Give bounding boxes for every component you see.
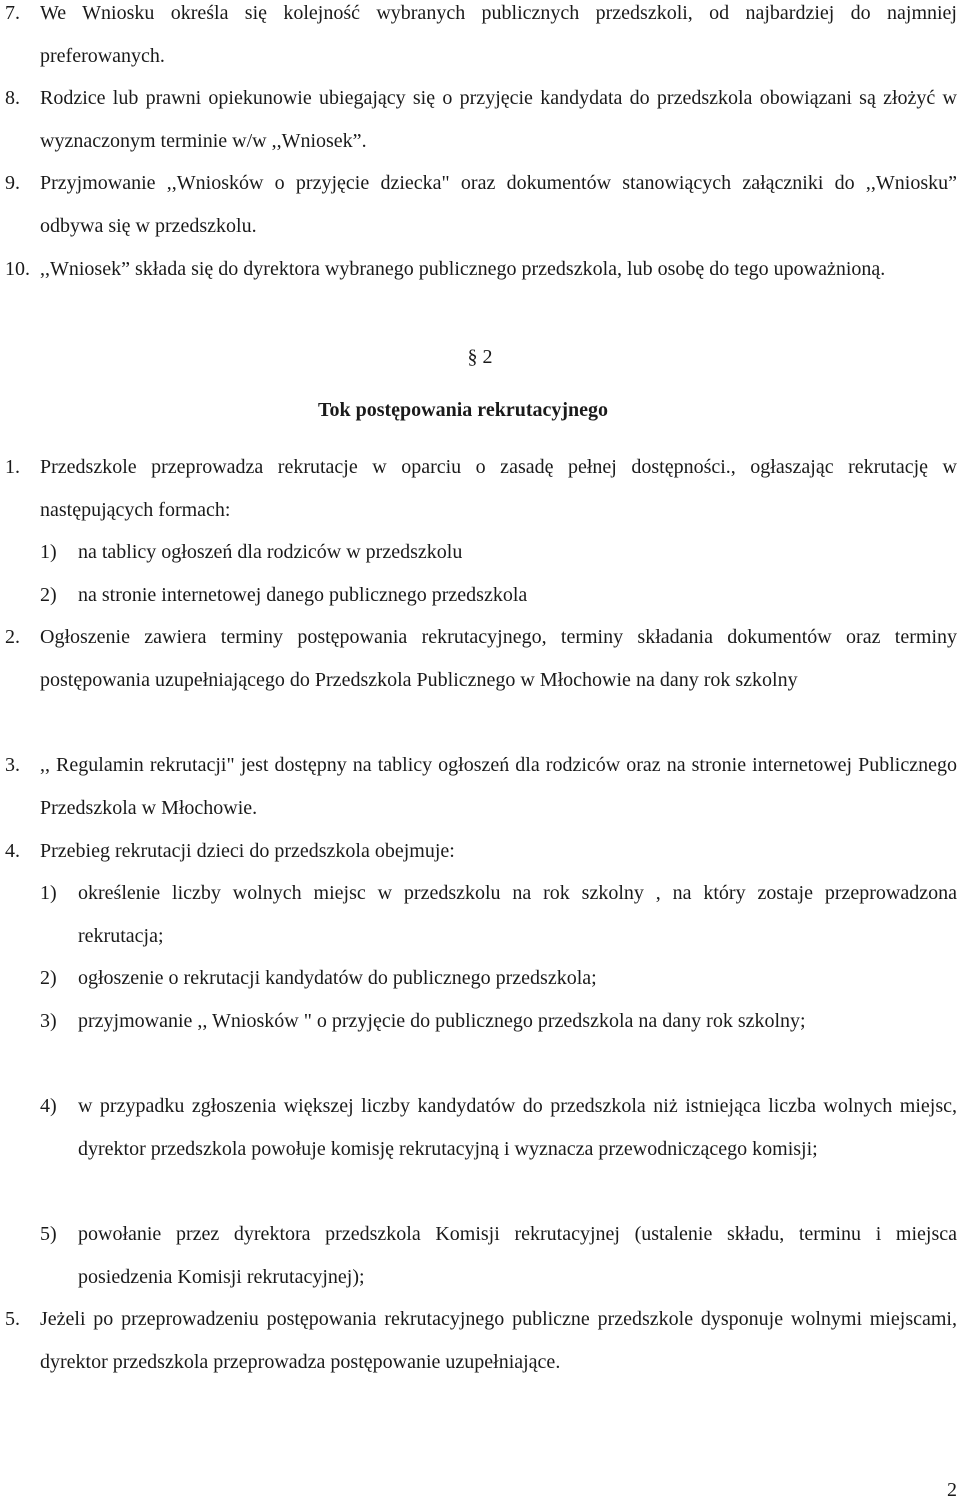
list-item — [0, 162, 960, 247]
list-item — [0, 446, 960, 531]
sub-list-item — [40, 1085, 957, 1170]
sub-list-item-text: powołanie przez dyrektora przedszkola Komisji rekrutacyjnej (ustalenie składu, terminu i miejsca posiedzenia Komisji rekrutacyjnej); — [78, 1223, 957, 1288]
sub-list-item-text: na tablicy ogłoszeń dla rodziców w przedszkolu — [78, 541, 463, 563]
sub-list-item-number: 2) — [40, 967, 57, 989]
sub-list-item-number: 2) — [40, 584, 57, 606]
sub-list-item — [40, 1213, 957, 1298]
sub-list-item-number: 4) — [40, 1095, 57, 1117]
sub-list-item — [40, 957, 957, 1000]
list-item — [0, 248, 960, 291]
sub-list-item-number: 1) — [40, 882, 57, 904]
sub-list-item — [40, 574, 957, 617]
sub-list-item-text: określenie liczby wolnych miejsc w przedszkolu na rok szkolny , na który zostaje przeprowadzona rekrutacja; — [78, 882, 957, 947]
list-item-number: 1. — [5, 456, 20, 478]
sub-list-item — [40, 872, 957, 957]
list-item — [0, 616, 960, 701]
list-item — [0, 77, 960, 162]
list-item-text: We Wniosku określa się kolejność wybranych publicznych przedszkoli, od najbardziej do najmniej preferowanych. — [40, 2, 957, 67]
list-item-number: 4. — [5, 840, 20, 862]
list-item-number: 5. — [5, 1308, 20, 1330]
list-item-number: 3. — [5, 754, 20, 776]
list-item — [0, 830, 960, 873]
sub-list-item — [40, 1000, 957, 1043]
sub-list-item-text: przyjmowanie ,, Wniosków " o przyjęcie do publicznego przedszkola na dany rok szkolny; — [78, 1010, 806, 1032]
list-item-text: ,, Regulamin rekrutacji" jest dostępny na tablicy ogłoszeń dla rodziców oraz na stronie internetowej Publicznego Przedszkola w Młochowie. — [40, 754, 957, 819]
list-item-text: Przedszkole przeprowadza rekrutacje w oparciu o zasadę pełnej dostępności., ogłaszając rekrutację w następujących formach: — [40, 456, 957, 521]
list-item — [0, 744, 960, 829]
list-item-number: 8. — [5, 87, 20, 109]
list-item-text: Przebieg rekrutacji dzieci do przedszkola obejmuje: — [40, 840, 455, 862]
list-item-number: 10. — [5, 258, 30, 280]
list-item-number: 9. — [5, 172, 20, 194]
list-item-text: ,,Wniosek” składa się do dyrektora wybranego publicznego przedszkola, lub osobę do tego upoważnioną. — [40, 258, 886, 280]
sub-list-item-text: na stronie internetowej danego publicznego przedszkola — [78, 584, 528, 606]
page-number: 2 — [947, 1479, 957, 1501]
list-item-text: Rodzice lub prawni opiekunowie ubiegający się o przyjęcie kandydata do przedszkola obowiązani są złożyć w wyznaczonym terminie w/w ,,Wniosek”. — [40, 87, 957, 152]
section-title: Tok postępowania rekrutacyjnego — [317, 399, 609, 421]
list-item-text: Jeżeli po przeprowadzeniu postępowania rekrutacyjnego publiczne przedszkole dysponuje wolnymi miejscami, dyrektor przedszkola przeprowadza postępowanie uzupełniające. — [40, 1308, 957, 1373]
sub-list-item-text: ogłoszenie o rekrutacji kandydatów do publicznego przedszkola; — [78, 967, 597, 989]
list-item-number: 7. — [5, 2, 20, 24]
sub-list-item-number: 3) — [40, 1010, 57, 1032]
sub-list-item-text: w przypadku zgłoszenia większej liczby kandydatów do przedszkola niż istniejąca liczba wolnych miejsc, dyrektor przedszkola powołuje komisję rekrutacyjną i wyznacza przewodniczącego komisji; — [78, 1095, 957, 1160]
section-mark: § 2 — [467, 346, 493, 368]
list-item — [0, 1298, 960, 1383]
sub-list-item-number: 1) — [40, 541, 57, 563]
sub-list-item-number: 5) — [40, 1223, 57, 1245]
list-item-text: Ogłoszenie zawiera terminy postępowania rekrutacyjnego, terminy składania dokumentów oraz terminy postępowania uzupełniającego do Przedszkola Publicznego w Młochowie na dany rok szkolny — [40, 626, 957, 691]
list-item-number: 2. — [5, 626, 20, 648]
sub-list-item — [40, 531, 957, 574]
list-item-text: Przyjmowanie ,,Wniosków o przyjęcie dziecka" oraz dokumentów stanowiących załączniki do ,,Wniosku” odbywa się w przedszkolu. — [40, 172, 957, 237]
list-item — [0, 0, 960, 77]
